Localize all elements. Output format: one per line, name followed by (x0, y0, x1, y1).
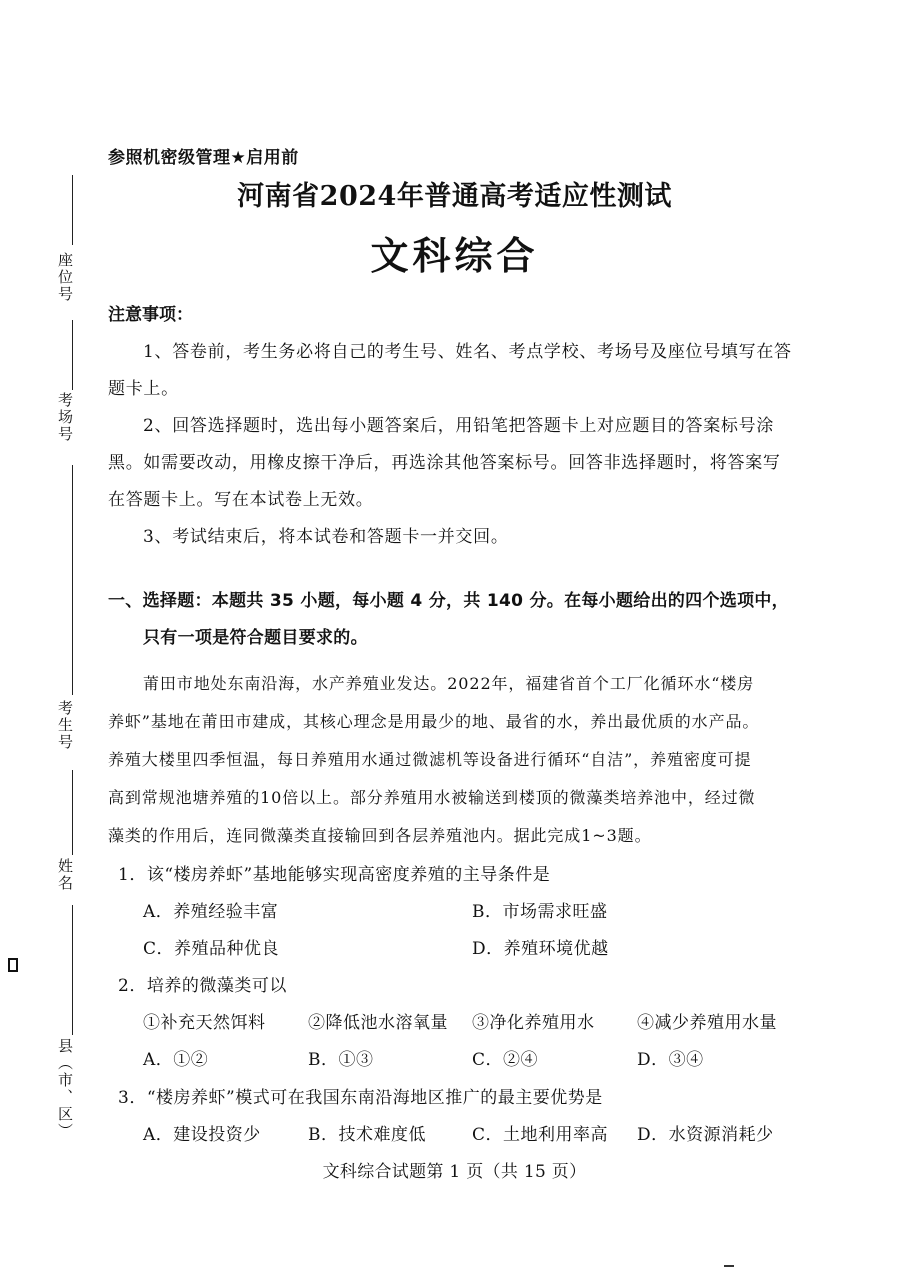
passage-line: 高到常规池塘养殖的10倍以上。部分养殖用水被输送到楼顶的微藻类培养池中，经过微 (108, 788, 756, 807)
notice-line: 3、考试结束后，将本试卷和答题卡一并交回。 (143, 527, 509, 547)
question-1-stem: 1．该“楼房养虾”基地能够实现高密度养殖的主导条件是 (118, 865, 551, 885)
registration-mark (8, 958, 18, 972)
notice-line: 题卡上。 (108, 379, 179, 399)
question-3-stem: 3．“楼房养虾”模式可在我国东南沿海地区推广的最主要优势是 (118, 1088, 603, 1108)
q1-option-c: C．养殖品种优良 (143, 939, 280, 959)
section-heading-line1: 一、选择题：本题共 35 小题，每小题 4 分，共 140 分。在每小题给出的四个选项中， (108, 591, 789, 611)
passage-line: 藻类的作用后，连同微藻类直接输回到各层养殖池内。据此完成1~3题。 (108, 826, 652, 845)
candidate-number-label: 考生号 (56, 700, 74, 751)
q2-option-c: C．②④ (472, 1050, 539, 1070)
subject-title: 文科综合 (370, 234, 539, 278)
q2-option-b: B．①③ (308, 1050, 374, 1070)
q2-item-3: ③净化养殖用水 (472, 1013, 595, 1033)
notice-line: 黑。如需要改动，用橡皮擦干净后，再选涂其他答案标号。回答非选择题时，将答案写 (108, 453, 781, 473)
question-2-stem: 2．培养的微藻类可以 (118, 976, 287, 996)
notice-line: 在答题卡上。写在本试卷上无效。 (108, 490, 374, 510)
exam-title: 河南省2024年普通高考适应性测试 (237, 181, 672, 212)
scan-mark (724, 1265, 734, 1267)
name-label: 姓名 (56, 858, 74, 892)
page-footer: 文科综合试题第 1 页（共 15 页） (322, 1162, 587, 1182)
binding-line-4 (72, 770, 73, 855)
binding-line-5 (72, 905, 73, 1035)
q2-option-d: D．③④ (637, 1050, 704, 1070)
q2-item-2: ②降低池水溶氧量 (308, 1013, 448, 1033)
section-heading-line2: 只有一项是符合题目要求的。 (143, 628, 368, 648)
passage-line: 养殖大楼里四季恒温，每日养殖用水通过微滤机等设备进行循环“自洁”，养殖密度可提 (108, 750, 752, 769)
q3-option-b: B．技术难度低 (308, 1125, 426, 1145)
q3-option-c: C．土地利用率高 (472, 1125, 609, 1145)
seat-number-label: 座位号 (56, 252, 74, 303)
notice-heading: 注意事项： (108, 305, 193, 325)
q2-option-a: A．①② (143, 1050, 209, 1070)
notice-line: 2、回答选择题时，选出每小题答案后，用铅笔把答题卡上对应题目的答案标号涂 (143, 416, 775, 436)
q3-option-a: A．建设投资少 (143, 1125, 261, 1145)
notice-line: 1、答卷前，考生务必将自己的考生号、姓名、考点学校、考场号及座位号填写在答 (143, 342, 792, 362)
q3-option-d: D．水资源消耗少 (637, 1125, 774, 1145)
q2-item-1: ①补充天然饵料 (143, 1013, 266, 1033)
county-label: 县（市、区） (56, 1038, 74, 1140)
exam-room-label: 考场号 (56, 392, 74, 443)
q2-item-4: ④减少养殖用水量 (637, 1013, 777, 1033)
passage-line: 养虾”基地在莆田市建成，其核心理念是用最少的地、最省的水，养出最优质的水产品。 (108, 712, 760, 731)
q1-option-a: A．养殖经验丰富 (143, 902, 279, 922)
binding-line-2 (72, 320, 73, 390)
q1-option-b: B．市场需求旺盛 (472, 902, 608, 922)
binding-line-3 (72, 465, 73, 695)
passage-line: 莆田市地处东南沿海，水产养殖业发达。2022年，福建省首个工厂化循环水“楼房 (143, 674, 755, 693)
q1-option-d: D．养殖环境优越 (472, 939, 609, 959)
confidentiality-note: 参照机密级管理★启用前 (108, 148, 299, 168)
